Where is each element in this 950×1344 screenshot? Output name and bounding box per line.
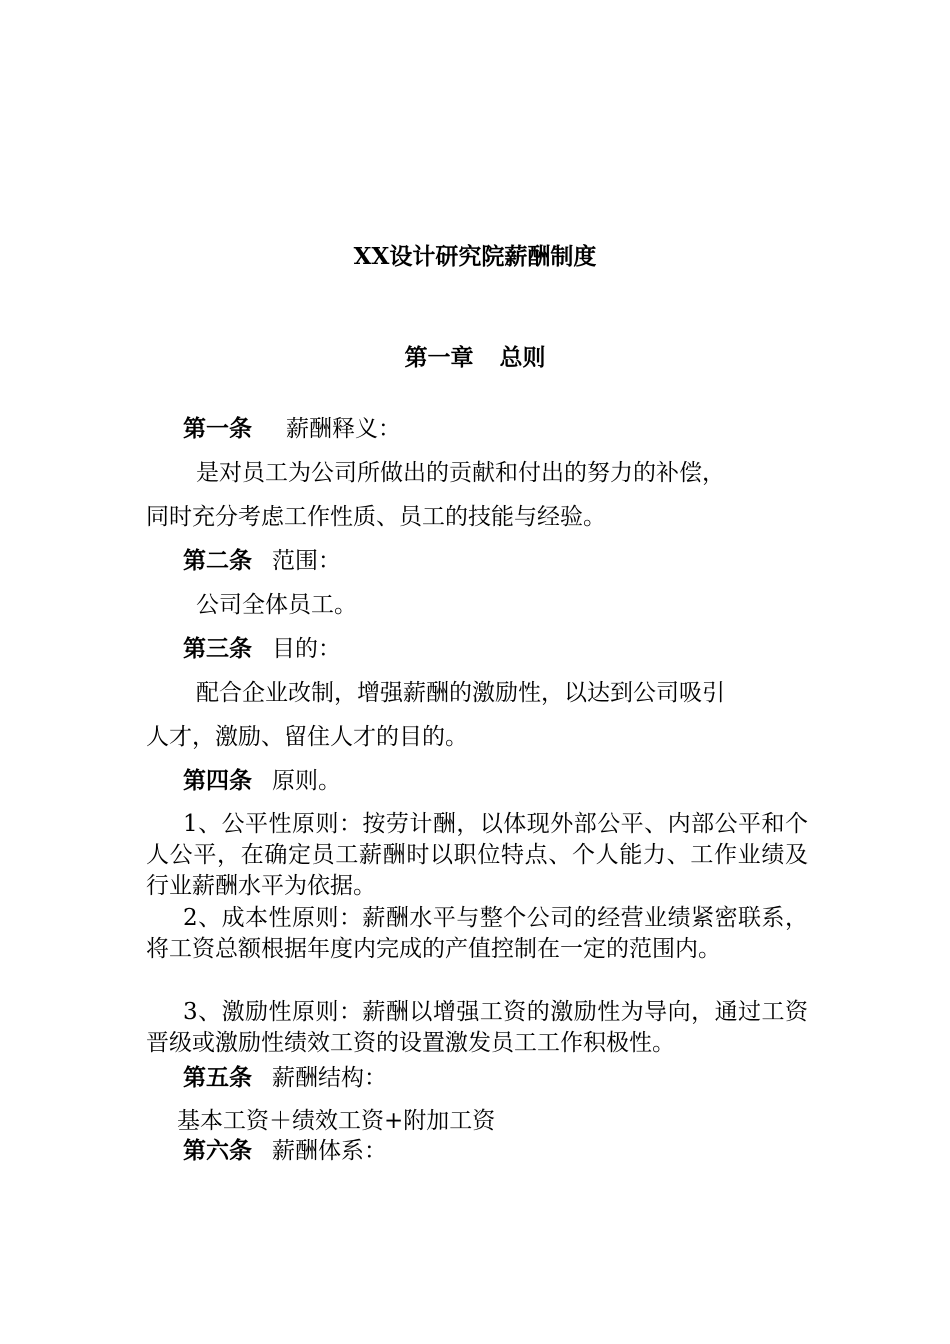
article-1-body-line1: 是对员工为公司所做出的贡献和付出的努力的补偿， [196,460,725,486]
chapter-number: 第一章 [404,344,474,371]
article-heading-text: 原则。 [272,768,341,794]
principle-item-2: 2、成本性原则：薪酬水平与整个公司的经营业绩紧密联系，将工资总额根据年度内完成的产值控制在一定的范围内。 [146,905,808,962]
article-label: 第六条 [183,1137,252,1164]
document-title: XX设计研究院薪酬制度 [353,243,597,270]
article-3-body-line2: 人才，激励、留住人才的目的。 [146,724,468,750]
article-label: 第五条 [183,1064,252,1091]
article-heading-text: 薪酬释义： [286,416,401,442]
chapter-name: 总则 [499,344,546,371]
article-heading-text: 目的： [272,636,341,662]
article-3-body-line1: 配合企业改制，增强薪酬的激励性，以达到公司吸引 [196,680,725,706]
article-label: 第四条 [183,767,252,794]
article-3-heading [183,632,341,666]
article-heading-text: 范围： [272,548,341,574]
article-label: 第二条 [183,547,252,574]
article-label: 第一条 [183,415,252,442]
article-1-body-line2: 同时充分考虑工作性质、员工的技能与经验。 [146,504,606,530]
article-2-heading [183,544,341,578]
principle-item-1: 1、公平性原则：按劳计酬，以体现外部公平、内部公平和个人公平，在确定员工薪酬时以职位特点、个人能力、工作业绩及行业薪酬水平为依据。 [146,811,808,899]
article-1-heading [183,412,401,446]
article-label: 第三条 [183,635,252,662]
principle-item-3: 3、激励性原则：薪酬以增强工资的激励性为导向，通过工资晋级或激励性绩效工资的设置激发员工工作积极性。 [146,999,808,1056]
article-6-heading [183,1134,387,1168]
article-5-body: 基本工资＋绩效工资+附加工资 [177,1108,496,1134]
article-heading-text: 薪酬体系： [272,1138,387,1164]
article-heading-text: 薪酬结构： [272,1065,387,1091]
article-4-heading [183,764,341,798]
chapter-heading [0,341,950,375]
article-2-body: 公司全体员工。 [196,592,357,618]
article-5-heading [183,1061,387,1095]
